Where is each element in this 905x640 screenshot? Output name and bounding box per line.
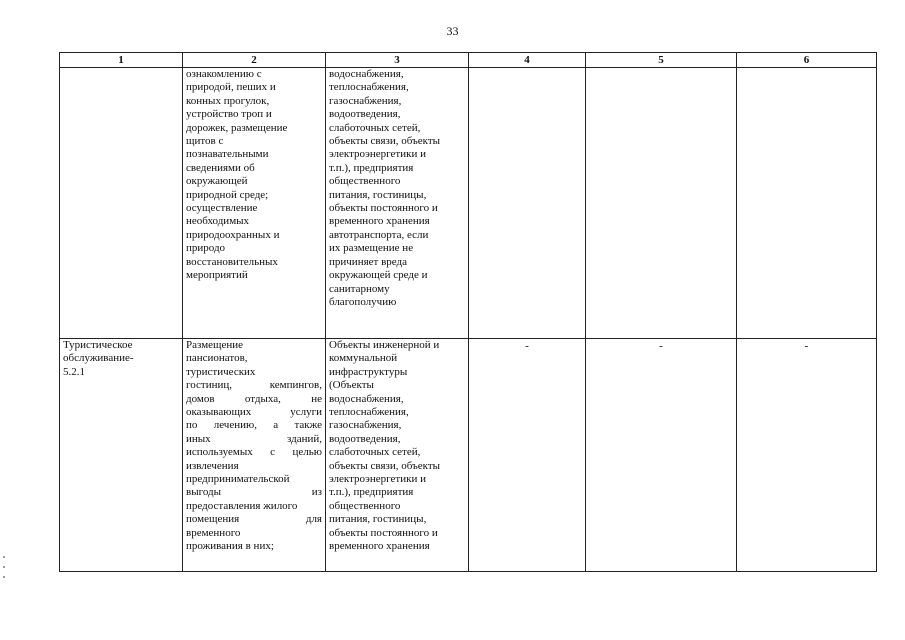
text-line: благополучию	[329, 295, 397, 308]
text-line: туристических	[186, 365, 256, 378]
header-col-4: 4	[469, 53, 586, 68]
text-line: природной среде;	[186, 188, 269, 201]
justified-line	[186, 486, 322, 499]
text-line: инфраструктуры	[329, 365, 408, 378]
justified-line	[186, 419, 322, 432]
justified-line	[186, 513, 322, 526]
text-line: извлечения	[186, 459, 239, 472]
text-line: питания, гостиницы,	[329, 513, 427, 526]
justified-line	[186, 433, 322, 446]
text-line: проживания в них;	[186, 540, 274, 553]
table-row	[60, 339, 877, 572]
dash-mark: -	[525, 340, 529, 352]
text-line: автотранспорта, если	[329, 228, 429, 241]
text-line: Размещение	[186, 339, 244, 351]
text-line: водоснабжения,	[329, 68, 404, 80]
row2-col2	[183, 339, 326, 572]
text-line: Объекты инженерной и	[329, 339, 440, 351]
text-line: теплоснабжения,	[329, 81, 409, 94]
word: кемпингов,	[269, 379, 322, 392]
text-line: предоставления жилого	[186, 499, 298, 512]
text-line: щитов с	[186, 135, 224, 148]
dash-mark: -	[659, 340, 663, 352]
text-line: конных прогулок,	[186, 94, 270, 107]
text-line: объекты постоянного и	[329, 202, 438, 215]
word: услуги	[290, 406, 322, 419]
row2-col4	[469, 339, 586, 572]
text-line: предпринимательской	[186, 473, 290, 486]
text-line: временного хранения	[329, 215, 430, 228]
text-line: дорожек, размещение	[186, 121, 288, 134]
justified-line	[186, 393, 322, 406]
text-line: общественного	[329, 499, 401, 512]
row1-col3	[326, 68, 469, 339]
word: зданий,	[286, 432, 322, 445]
row1-col6	[737, 68, 877, 339]
word: отдыха,	[244, 392, 281, 405]
text-line: восстановительных	[186, 255, 278, 268]
text-line: ознакомлению с	[186, 68, 262, 80]
row2-col1	[60, 339, 183, 572]
text-line: природой, пеших и	[186, 81, 276, 94]
text-line: слаботочных сетей,	[329, 121, 421, 134]
word: иных	[186, 432, 211, 445]
header-row	[60, 53, 877, 68]
header-col-2: 2	[183, 53, 326, 68]
word: домов	[186, 392, 215, 405]
text-line: устройство троп и	[186, 108, 272, 121]
text-line: водоотведения,	[329, 108, 401, 121]
text-line: необходимых	[186, 215, 250, 228]
text-line: временного	[186, 526, 241, 539]
scan-mark	[3, 556, 5, 558]
dash-mark: -	[804, 340, 809, 352]
text-line: познавательными	[186, 148, 269, 161]
text-line: объекты связи, объекты	[329, 459, 441, 472]
text-line: причиняет вреда	[329, 255, 407, 268]
text-line: обслуживание-	[63, 352, 134, 365]
word: с	[270, 446, 276, 459]
text-line: окружающей среде и	[329, 269, 428, 282]
word: для	[305, 513, 322, 526]
word: не	[311, 392, 322, 405]
text-line: осуществление	[186, 202, 258, 215]
text-line: окружающей	[186, 175, 248, 188]
page-number: 33	[446, 24, 459, 38]
scan-mark	[3, 566, 5, 568]
text-line: электроэнергетики и	[329, 473, 426, 486]
header-col-3: 3	[326, 53, 469, 68]
text-line: общественного	[329, 175, 401, 188]
land-use-table	[59, 52, 877, 572]
header-col-5: 5	[586, 53, 737, 68]
text-line: 5.2.1	[63, 365, 85, 378]
row1-col2	[183, 68, 326, 339]
text-line: водоснабжения,	[329, 392, 404, 405]
word: а	[273, 419, 279, 432]
text-line: Туристическое	[63, 339, 133, 351]
text-line: природоохранных и	[186, 228, 280, 241]
text-line: водоотведения,	[329, 432, 401, 445]
word: выгоды	[186, 486, 221, 499]
row1-col5	[586, 68, 737, 339]
row1-col1	[60, 68, 183, 339]
text-line: т.п.), предприятия	[329, 161, 414, 174]
text-line: слаботочных сетей,	[329, 446, 421, 459]
row2-col3	[326, 339, 469, 572]
row2-col5	[586, 339, 737, 572]
word: оказывающих	[186, 406, 252, 419]
justified-line	[186, 379, 322, 392]
word: гостиниц,	[186, 379, 232, 392]
text-line: пансионатов,	[186, 352, 248, 365]
text-line: объекты связи, объекты	[329, 135, 441, 148]
word: из	[311, 486, 322, 499]
justified-line	[186, 406, 322, 419]
row2-col6	[737, 339, 877, 572]
justified-line	[186, 446, 322, 459]
text-line: теплоснабжения,	[329, 406, 409, 419]
text-line: временного хранения	[329, 540, 430, 553]
text-line: санитарному	[329, 282, 390, 295]
text-line: питания, гостиницы,	[329, 188, 427, 201]
text-line: коммунальной	[329, 352, 398, 365]
table-row	[60, 68, 877, 339]
text-line: объекты постоянного и	[329, 526, 438, 539]
text-line: электроэнергетики и	[329, 148, 426, 161]
word: используемых	[186, 446, 253, 459]
text-line: мероприятий	[186, 269, 248, 282]
text-line: природо	[186, 242, 226, 255]
word: лечению,	[213, 419, 257, 432]
word: целью	[292, 446, 322, 459]
text-line: (Объекты	[329, 379, 374, 392]
word: по	[186, 419, 198, 432]
header-col-1: 1	[60, 53, 183, 68]
row1-col4	[469, 68, 586, 339]
text-line: т.п.), предприятия	[329, 486, 414, 499]
text-line: их размещение не	[329, 242, 414, 255]
header-col-6: 6	[737, 53, 877, 68]
text-line: газоснабжения,	[329, 94, 402, 107]
text-line: сведениями об	[186, 161, 255, 174]
word: также	[294, 419, 322, 432]
scan-mark	[3, 576, 5, 578]
word: помещения	[186, 513, 240, 526]
text-line: газоснабжения,	[329, 419, 402, 432]
